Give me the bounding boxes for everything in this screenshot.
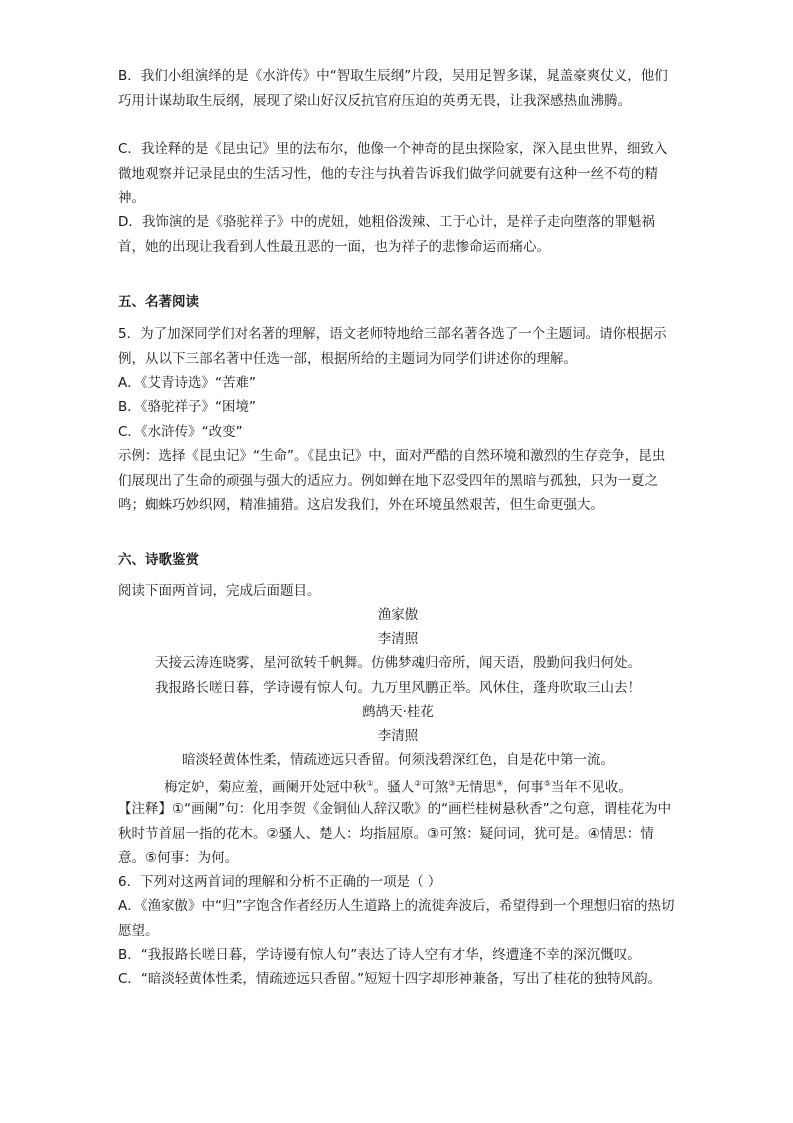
poem2-line2-part3: 可煞 <box>421 779 449 796</box>
poem1-line2: 我报路长嗟日暮，学诗谩有惊人句。九万里风鹏正举。风休住，蓬舟吹取三山去！ <box>155 680 641 696</box>
question-6-text: 6．下列对这两首词的理解和分析不正确的一项是（ ） <box>118 874 442 890</box>
footnote-mark-4: ④ <box>496 779 504 788</box>
option-a: A．《艾青诗选》“苦难” <box>118 375 256 391</box>
footnote-mark-1: ① <box>366 779 374 788</box>
poem1-line1: 天接云涛连晓雾，星河欲转千帆舞。仿佛梦魂归帝所，闻天语，殷勤问我归何处。 <box>155 655 641 671</box>
poem2-author: 李清照 <box>377 728 419 744</box>
q6-option-b: B．“我报路长嗟日暮，学诗谩有惊人句”表达了诗人空有才华，终遭逢不幸的深沉慨叹。 <box>118 947 641 963</box>
option-d-text: D．我饰演的是《骆驼祥子》中的虎妞，她粗俗泼辣、工于心计，是祥子走向堕落的罪魁祸首，她的出现让我看到人性最丑恶的一面，也为祥子的悲惨命运而痛心。 <box>118 214 655 255</box>
example-text: 示例：选择《昆虫记》“生命”。《昆虫记》中，面对严酷的自然环境和激烈的生存竞争，昆虫们展现出了生命的顽强与强大的适应力。例如蝉在地下忍受四年的黑暗与孤独，只为一夏之鸣；蜘蛛巧妙织网，精准捕猎。这启发我们，外在环境虽然艰苦，但生命更强大。 <box>118 448 666 513</box>
reading-intro: 阅读下面两首词，完成后面题目。 <box>118 583 321 599</box>
poem1-title: 渔家傲 <box>377 607 419 623</box>
footnote-mark-3: ③ <box>448 779 456 788</box>
poem2-line1: 暗淡轻黄体性柔，情疏迹远只香留。何须浅碧深红色，自是花中第一流。 <box>182 752 614 768</box>
section6-heading: 六、诗歌鉴赏 <box>118 552 199 568</box>
section5-heading: 五、名著阅读 <box>118 294 199 310</box>
annotation-note: 【注释】①“画阑”句：化用李贺《金铜仙人辞汉歌》的“画栏桂树悬秋香”之句意，谓桂花为中秋时节首屈一指的花木。②骚人、楚人：均指屈原。③可煞：疑问词，犹可是。④情思：情意。⑤何事：为何。 <box>118 801 672 866</box>
footnote-mark-5: ⑤ <box>543 779 551 788</box>
option-c: C．《水浒传》“改变” <box>118 424 243 440</box>
option-b-text: B．我们小组演绎的是《水浒传》中“智取生辰纲”片段，吴用足智多谋，晁盖豪爽仗义，他们巧用计谋劫取生辰纲，展现了梁山好汉反抗官府压迫的英勇无畏，让我深感热血沸腾。 <box>118 68 668 109</box>
poem2-line2-part5: ，何事 <box>503 779 544 796</box>
poem1-author: 李清照 <box>377 631 419 647</box>
option-c-text: C．我诠释的是《昆虫记》里的法布尔，他像一个神奇的昆虫探险家，深入昆虫世界，细致入微地观察并记录昆虫的生活习性，他的专注与执着告诉我们做学问就要有这种一丝不苟的精神。 <box>118 141 668 206</box>
poem2-line2-part2: 。骚人 <box>373 779 415 796</box>
poem2-line2 <box>118 772 678 800</box>
footnote-mark-2: ② <box>414 779 422 788</box>
poem2-line2-part1: 梅定妒，菊应羞，画阑开处冠中秋 <box>164 779 367 796</box>
q6-option-c: C．“暗淡轻黄体性柔，情疏迹远只香留。”短短十四字却形神兼备，写出了桂花的独特风韵。 <box>118 971 662 987</box>
q6-option-a: A．《渔家傲》中“归”字饱含作者经历人生道路上的流徙奔波后，希望得到一个理想归宿的热切愿望。 <box>118 898 675 939</box>
poem2-line2-part4: 无情思 <box>455 779 497 796</box>
question-5-text: 5．为了加深同学们对名著的理解，语文老师特地给三部名著各选了一个主题词。请你根据示例，从以下三部名著中任选一部，根据所给的主题词为同学们讲述你的理解。 <box>118 326 667 367</box>
option-b: B．《骆驼祥子》“困境” <box>118 399 256 415</box>
poem2-line2-part6: 当年不见收。 <box>550 779 632 796</box>
poem2-title: 鹧鸪天·桂花 <box>362 704 434 720</box>
